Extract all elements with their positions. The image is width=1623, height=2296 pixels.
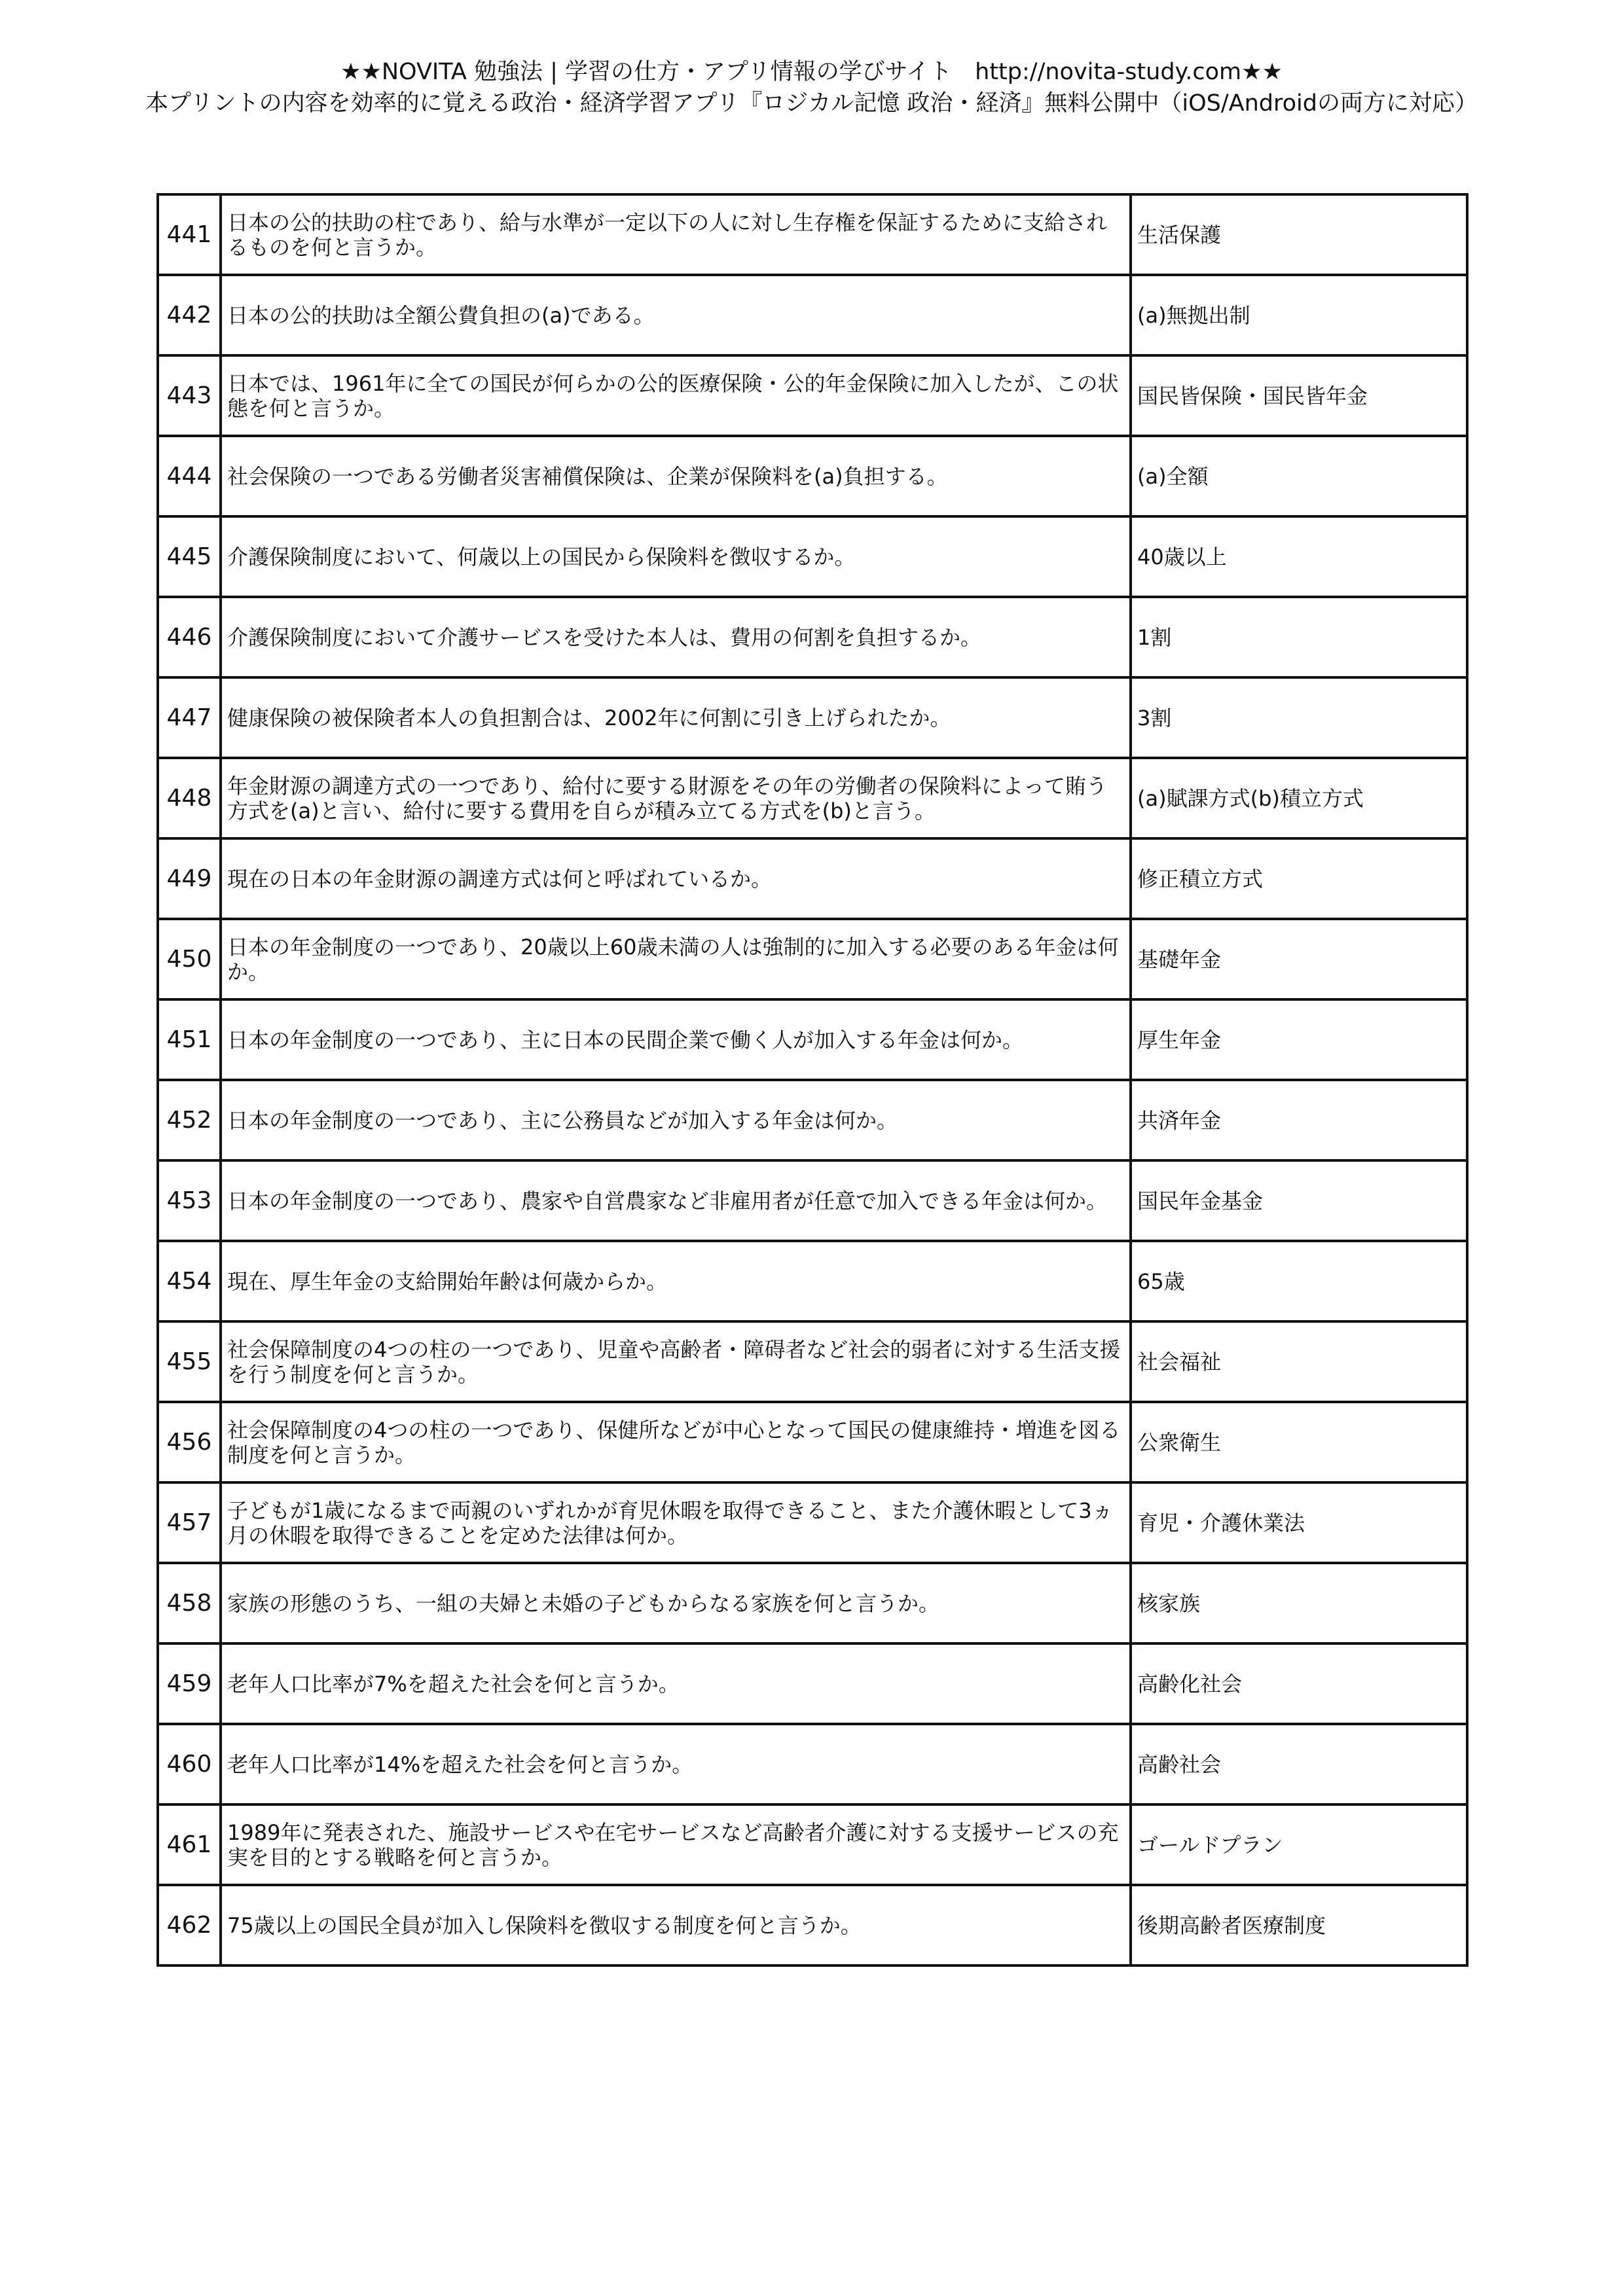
answer-text: 高齢化社会 bbox=[1131, 1643, 1467, 1724]
question-number: 446 bbox=[158, 597, 221, 677]
question-text: 健康保険の被保険者本人の負担割合は、2002年に何割に引き上げられたか。 bbox=[221, 677, 1131, 758]
question-number: 457 bbox=[158, 1482, 221, 1563]
answer-text: 国民年金基金 bbox=[1131, 1160, 1467, 1241]
question-text: 日本の公的扶助の柱であり、給与水準が一定以下の人に対し生存権を保証するために支給されるものを何と言うか。 bbox=[221, 194, 1131, 275]
question-number: 455 bbox=[158, 1321, 221, 1402]
question-text: 1989年に発表された、施設サービスや在宅サービスなど高齢者介護に対する支援サービスの充実を目的とする戦略を何と言うか。 bbox=[221, 1804, 1131, 1885]
question-number: 462 bbox=[158, 1885, 221, 1965]
table-row bbox=[158, 436, 1467, 516]
question-number: 444 bbox=[158, 436, 221, 516]
table-row bbox=[158, 999, 1467, 1080]
answer-text: 共済年金 bbox=[1131, 1080, 1467, 1160]
table-row bbox=[158, 1804, 1467, 1885]
answer-text: 生活保護 bbox=[1131, 194, 1467, 275]
question-text: 老年人口比率が7%を超えた社会を何と言うか。 bbox=[221, 1643, 1131, 1724]
answer-text: 国民皆保険・国民皆年金 bbox=[1131, 355, 1467, 436]
answer-text: 高齢社会 bbox=[1131, 1724, 1467, 1804]
table-row bbox=[158, 1724, 1467, 1804]
answer-text: 1割 bbox=[1131, 597, 1467, 677]
question-text: 現在、厚生年金の支給開始年齢は何歳からか。 bbox=[221, 1241, 1131, 1321]
answer-text: (a)無拠出制 bbox=[1131, 275, 1467, 355]
header-site-line: ★★NOVITA 勉強法 | 学習の仕方・アプリ情報の学びサイト http://novita-study.com★★ bbox=[340, 59, 1283, 85]
question-number: 452 bbox=[158, 1080, 221, 1160]
table-row bbox=[158, 1080, 1467, 1160]
answer-text: 核家族 bbox=[1131, 1563, 1467, 1643]
answer-text: 40歳以上 bbox=[1131, 516, 1467, 597]
question-number: 448 bbox=[158, 758, 221, 838]
question-text: 日本の年金制度の一つであり、主に日本の民間企業で働く人が加入する年金は何か。 bbox=[221, 999, 1131, 1080]
table-row bbox=[158, 838, 1467, 919]
question-answer-table-body bbox=[158, 194, 1467, 1965]
table-row bbox=[158, 275, 1467, 355]
question-text: 年金財源の調達方式の一つであり、給付に要する財源をその年の労働者の保険料によって賄う方式を(a)と言い、給付に要する費用を自らが積み立てる方式を(b)と言う。 bbox=[221, 758, 1131, 838]
question-number: 456 bbox=[158, 1402, 221, 1482]
header-app-promo-line: 本プリントの内容を効率的に覚える政治・経済学習アプリ『ロジカル記憶 政治・経済』無料公開中（iOS/Androidの両方に対応） bbox=[145, 90, 1478, 117]
question-number: 441 bbox=[158, 194, 221, 275]
answer-text: 後期高齢者医療制度 bbox=[1131, 1885, 1467, 1965]
answer-text: 65歳 bbox=[1131, 1241, 1467, 1321]
table-row bbox=[158, 597, 1467, 677]
question-number: 449 bbox=[158, 838, 221, 919]
answer-text: 基礎年金 bbox=[1131, 919, 1467, 999]
table-row bbox=[158, 677, 1467, 758]
question-answer-table bbox=[156, 193, 1468, 1967]
table-row bbox=[158, 1160, 1467, 1241]
answer-text: 社会福祉 bbox=[1131, 1321, 1467, 1402]
table-row bbox=[158, 1241, 1467, 1321]
question-text: 75歳以上の国民全員が加入し保険料を徴収する制度を何と言うか。 bbox=[221, 1885, 1131, 1965]
question-number: 460 bbox=[158, 1724, 221, 1804]
question-number: 458 bbox=[158, 1563, 221, 1643]
question-number: 442 bbox=[158, 275, 221, 355]
question-number: 443 bbox=[158, 355, 221, 436]
answer-text: 厚生年金 bbox=[1131, 999, 1467, 1080]
question-text: 老年人口比率が14%を超えた社会を何と言うか。 bbox=[221, 1724, 1131, 1804]
question-text: 社会保険の一つである労働者災害補償保険は、企業が保険料を(a)負担する。 bbox=[221, 436, 1131, 516]
table-row bbox=[158, 1885, 1467, 1965]
table-row bbox=[158, 1482, 1467, 1563]
table-row bbox=[158, 516, 1467, 597]
question-text: 日本の年金制度の一つであり、主に公務員などが加入する年金は何か。 bbox=[221, 1080, 1131, 1160]
question-text: 介護保険制度において介護サービスを受けた本人は、費用の何割を負担するか。 bbox=[221, 597, 1131, 677]
question-text: 社会保障制度の4つの柱の一つであり、保健所などが中心となって国民の健康維持・増進を図る制度を何と言うか。 bbox=[221, 1402, 1131, 1482]
answer-text: ゴールドプラン bbox=[1131, 1804, 1467, 1885]
question-number: 450 bbox=[158, 919, 221, 999]
table-row bbox=[158, 919, 1467, 999]
answer-text: (a)賦課方式(b)積立方式 bbox=[1131, 758, 1467, 838]
question-number: 447 bbox=[158, 677, 221, 758]
page-header bbox=[0, 56, 1623, 119]
question-text: 社会保障制度の4つの柱の一つであり、児童や高齢者・障碍者など社会的弱者に対する生活支援を行う制度を何と言うか。 bbox=[221, 1321, 1131, 1402]
answer-text: 育児・介護休業法 bbox=[1131, 1482, 1467, 1563]
table-row bbox=[158, 1643, 1467, 1724]
question-text: 日本の年金制度の一つであり、農家や自営農家など非雇用者が任意で加入できる年金は何か。 bbox=[221, 1160, 1131, 1241]
question-text: 子どもが1歳になるまで両親のいずれかが育児休暇を取得できること、また介護休暇として3ヵ月の休暇を取得できることを定めた法律は何か。 bbox=[221, 1482, 1131, 1563]
question-text: 日本では、1961年に全ての国民が何らかの公的医療保険・公的年金保険に加入したが、この状態を何と言うか。 bbox=[221, 355, 1131, 436]
question-number: 454 bbox=[158, 1241, 221, 1321]
question-text: 日本の公的扶助は全額公費負担の(a)である。 bbox=[221, 275, 1131, 355]
question-text: 日本の年金制度の一つであり、20歳以上60歳未満の人は強制的に加入する必要のある年金は何か。 bbox=[221, 919, 1131, 999]
answer-text: (a)全額 bbox=[1131, 436, 1467, 516]
answer-text: 3割 bbox=[1131, 677, 1467, 758]
table-row bbox=[158, 1402, 1467, 1482]
answer-text: 修正積立方式 bbox=[1131, 838, 1467, 919]
table-row bbox=[158, 355, 1467, 436]
question-number: 459 bbox=[158, 1643, 221, 1724]
table-row bbox=[158, 1321, 1467, 1402]
question-number: 445 bbox=[158, 516, 221, 597]
question-number: 453 bbox=[158, 1160, 221, 1241]
table-row bbox=[158, 758, 1467, 838]
answer-text: 公衆衛生 bbox=[1131, 1402, 1467, 1482]
question-text: 介護保険制度において、何歳以上の国民から保険料を徴収するか。 bbox=[221, 516, 1131, 597]
question-number: 461 bbox=[158, 1804, 221, 1885]
question-text: 現在の日本の年金財源の調達方式は何と呼ばれているか。 bbox=[221, 838, 1131, 919]
question-text: 家族の形態のうち、一組の夫婦と未婚の子どもからなる家族を何と言うか。 bbox=[221, 1563, 1131, 1643]
question-number: 451 bbox=[158, 999, 221, 1080]
table-row bbox=[158, 194, 1467, 275]
table-row bbox=[158, 1563, 1467, 1643]
